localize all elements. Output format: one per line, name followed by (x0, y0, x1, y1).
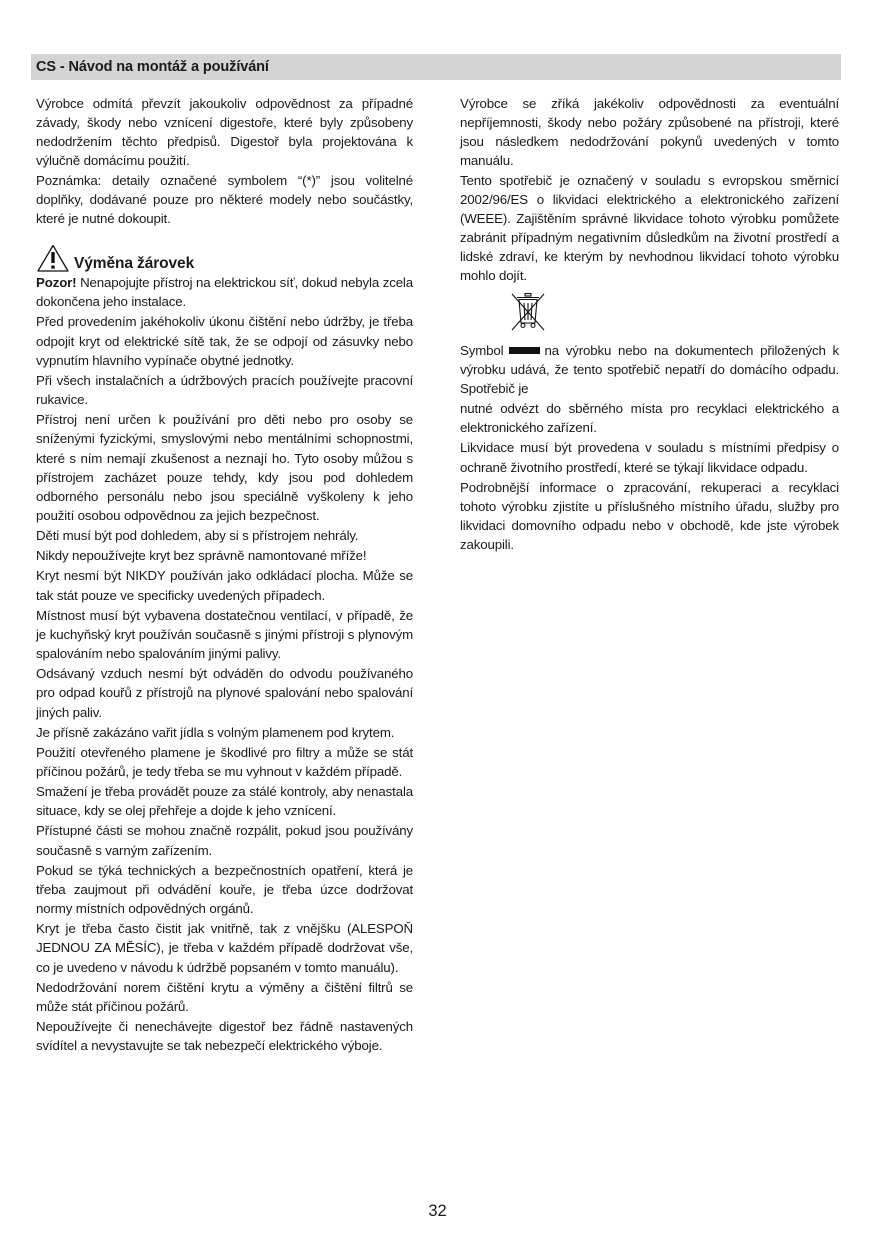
symbol-text-before: Symbol (460, 342, 504, 358)
body-paragraph: Odsávaný vzduch nesmí být odváděn do odvodu používaného pro odpad kouřů z přístrojů na plynové spalování nebo spalování jiných paliv. (36, 666, 413, 720)
section-header-bar (31, 54, 841, 80)
body-paragraph: Děti musí být pod dohledem, aby si s přístrojem nehrály. (36, 528, 359, 544)
body-paragraph: Nedodržování norem čištění krytu a výměny a čištění filtrů se může stát příčinou požárů. (36, 979, 413, 1014)
crossed-bin-weee-icon (508, 291, 548, 333)
body-paragraph: Je přísně zakázáno vařit jídla s volným plamenem pod krytem. (36, 724, 395, 740)
left-intro-paragraph: Poznámka: detaily označené symbolem “(*)” jsou volitelné doplňky, dodávané pouze pro některé modely nebo součástky, které je nutné dokoupit. (36, 172, 413, 226)
section-heading (36, 243, 413, 273)
symbol-paragraph (460, 341, 839, 398)
body-paragraph: Přístupné části se mohou značně rozpálit, pokud jsou používány současně s varným zařízením. (36, 823, 413, 858)
body-paragraph: Před provedením jakéhokoliv úkonu čištění nebo údržby, je třeba odpojit kryt od elektrické sítě tak, že se odpojí od zásuvky nebo vypnutím hlavního vypínače obytné jednotky. (36, 314, 413, 368)
body-paragraph: Přístroj není určen k používání pro děti nebo pro osoby se sníženými fyzickými, smyslovými nebo mentálními schopnostmi, které s ním nemají zkušenost a neznají ho. Tyto osoby můžou s přístrojem zacházet pouze tehdy, kdy jsou pod dohledem odborného personálu nebo jsou speciálně vyškoleny k jeho použití osobou odpovědnou za jejich bezpečnost. (36, 412, 413, 523)
body-paragraph: nutné odvézt do sběrného místa pro recyklaci elektrického a elektronického zařízení. (460, 401, 839, 436)
left-column (36, 94, 413, 1055)
body-paragraph: Likvidace musí být provedena v souladu s místními předpisy o ochraně životního prostředí, které se týkají likvidace odpadu. (460, 440, 839, 475)
section-title: Výměna žárovek (74, 255, 195, 273)
body-paragraph: Kryt je třeba často čistit jak vnitřně, tak z vnějšku (ALESPOŇ JEDNOU ZA MĚSÍC), je třeba v každém případě dodržovat vše, co je uvedeno v návodu k údržbě popsaném v tomto manuálu). (36, 921, 413, 975)
black-bar-symbol-icon (509, 347, 540, 354)
body-paragraph: Kryt nesmí být NIKDY používán jako odkládací plocha. Může se tak stát pouze ve specificky uvedených případech. (36, 568, 413, 603)
body-paragraph: Použití otevřeného plamene je škodlivé pro filtry a může se stát příčinou požárů, je tedy třeba se mu vyhnout v každém případě. (36, 744, 413, 779)
warning-label: Pozor! (36, 275, 77, 291)
warning-triangle-icon (36, 243, 70, 273)
page-number: 32 (428, 1202, 447, 1220)
body-paragraph: Pokud se týká technických a bezpečnostních opatření, která je třeba zaujmout při odvádění kouře, je třeba úzce dodržovat normy místních odpovědných orgánů. (36, 862, 413, 917)
body-paragraph: Místnost musí být vybavena dostatečnou ventilací, v případě, že je kuchyňský kryt používán současně s jinými přístroji s plynovým spalováním nebo spalováním jinými palivy. (36, 607, 413, 662)
right-column (460, 94, 839, 554)
warning-paragraph (36, 273, 413, 311)
header-title: CS - Návod na montáž a používání (36, 59, 269, 75)
body-paragraph: Nikdy nepoužívejte kryt bez správně namontované mříže! (36, 548, 367, 564)
left-intro-paragraph: Výrobce odmítá převzít jakoukoliv odpovědnost za případné závady, škody nebo vznícení digestoře, které byly způsobeny nedodržením těchto předpisů. Digestoř byla projektována k výlučně domácímu použití. (36, 96, 413, 169)
warning-text: Nenapojujte přístroj na elektrickou síť, dokud nebyla zcela dokončena jeho instalace. (36, 275, 413, 310)
body-paragraph: Při všech instalačních a údržbových pracích používejte pracovní rukavice. (36, 372, 413, 408)
right-intro-paragraph: Výrobce se zříká jakékoliv odpovědnosti za eventuální nepříjemnosti, škody nebo požáry způsobené na přístroji, které jsou následkem nedodržování pokynů uvedených v tomto manuálu. (460, 96, 839, 169)
body-paragraph: Smažení je třeba provádět pouze za stálé kontroly, aby nenastala situace, kdy se olej přehřeje a dojde k jeho vznícení. (36, 784, 413, 819)
body-paragraph: Podrobnější informace o zpracování, rekuperaci a recyklaci tohoto výrobku zjistíte u příslušného místního úřadu, služby pro likvidaci domovního odpadu nebo v obchodě, kde jste výrobek zakoupili. (460, 479, 839, 553)
right-intro-paragraph: Tento spotřebič je označený v souladu s evropskou směrnicí 2002/96/ES o likvidaci elektrického a elektronického zařízení (WEEE). Zajištěním správné likvidace tohoto výrobku pomůžete zabránit případným negativním důsledkům na životní prostředí a lidské zdraví, ke kterým by nevhodnou likvidací tohoto výrobku mohlo dojít. (460, 172, 839, 284)
body-paragraph: Nepoužívejte či nenechávejte digestoř bez řádně nastavených svídítel a nevystavujte se tak nebezpečí elektrického výboje. (36, 1019, 413, 1054)
weee-icon-row (460, 291, 839, 337)
symbol-text-after: na výrobku nebo na dokumentech přiložených k výrobku udává, že tento spotřebič nepatří do domácího odpadu. Spotřebič je (460, 342, 839, 396)
